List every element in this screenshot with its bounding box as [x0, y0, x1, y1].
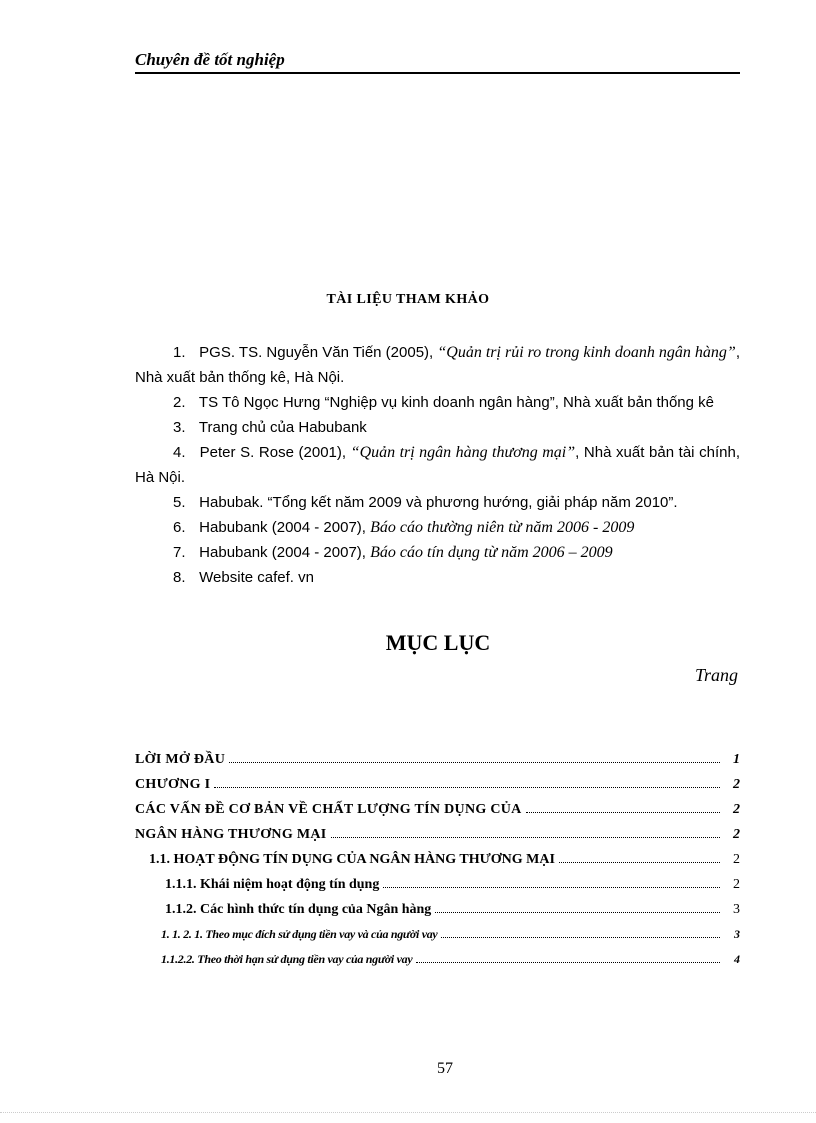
toc-entry[interactable]: 1.1.2. Các hình thức tín dụng của Ngân hàng 3 — [165, 902, 740, 917]
page-header — [135, 50, 740, 74]
dot-leader — [416, 950, 720, 963]
dot-leader — [229, 750, 720, 763]
bottom-divider — [0, 1112, 816, 1113]
reference-list — [135, 340, 740, 590]
toc-title: MỤC LỤC — [385, 630, 491, 655]
toc-entry[interactable]: 1.1.2.2. Theo thời hạn sử dụng tiền vay của người vay 4 — [161, 952, 740, 966]
toc-entry[interactable]: 1. 1. 2. 1. Theo mục đích sử dụng tiền vay và của người vay 3 — [161, 927, 740, 941]
dot-leader — [331, 825, 721, 838]
dot-leader — [441, 925, 720, 938]
toc-entry[interactable]: CHƯƠNG I 2 — [135, 777, 740, 792]
dot-leader — [214, 775, 720, 788]
reference-item: 1. PGS. TS. Nguyễn Văn Tiến (2005), “Quản trị rủi ro trong kinh doanh ngân hàng”, Nhà xuất bản thống kê, Hà Nội. — [135, 344, 740, 386]
dot-leader — [559, 850, 720, 863]
reference-item: 3. Trang chủ của Habubank — [173, 419, 367, 436]
reference-item: 8. Website cafef. vn — [173, 569, 314, 586]
references-title: TÀI LIỆU THAM KHẢO — [326, 292, 490, 307]
toc-entry[interactable]: 1.1.1. Khái niệm hoạt động tín dụng 2 — [165, 877, 740, 892]
header-text: Chuyên đề tốt nghiệp — [135, 50, 285, 69]
dot-leader — [435, 900, 720, 913]
page-number: 57 — [437, 1060, 453, 1077]
toc-page-label: Trang — [694, 665, 738, 685]
table-of-contents — [135, 750, 740, 975]
toc-entry[interactable]: 1.1. HOẠT ĐỘNG TÍN DỤNG CỦA NGÂN HÀNG THƯƠNG MẠI 2 — [149, 852, 740, 867]
toc-entry[interactable]: CÁC VẤN ĐỀ CƠ BẢN VỀ CHẤT LƯỢNG TÍN DỤNG CỦA 2 — [135, 802, 740, 817]
reference-item: 4. Peter S. Rose (2001), “Quản trị ngân hàng thương mại”, Nhà xuất bản tài chính, Hà Nội. — [135, 444, 740, 486]
reference-item: 7. Habubank (2004 - 2007), Báo cáo tín dụng từ năm 2006 – 2009 — [173, 544, 613, 561]
dot-leader — [383, 875, 720, 888]
dot-leader — [526, 800, 720, 813]
reference-item: 6. Habubank (2004 - 2007), Báo cáo thường niên từ năm 2006 - 2009 — [173, 519, 635, 536]
toc-entry[interactable]: NGÂN HÀNG THƯƠNG MẠI 2 — [135, 827, 740, 842]
toc-entry[interactable]: LỜI MỞ ĐẦU 1 — [135, 752, 740, 767]
reference-item: 5. Habubak. “Tổng kết năm 2009 và phương hướng, giải pháp năm 2010”. — [173, 494, 678, 511]
reference-item: 2. TS Tô Ngọc Hưng “Nghiệp vụ kinh doanh ngân hàng”, Nhà xuất bản thống kê — [173, 394, 715, 411]
